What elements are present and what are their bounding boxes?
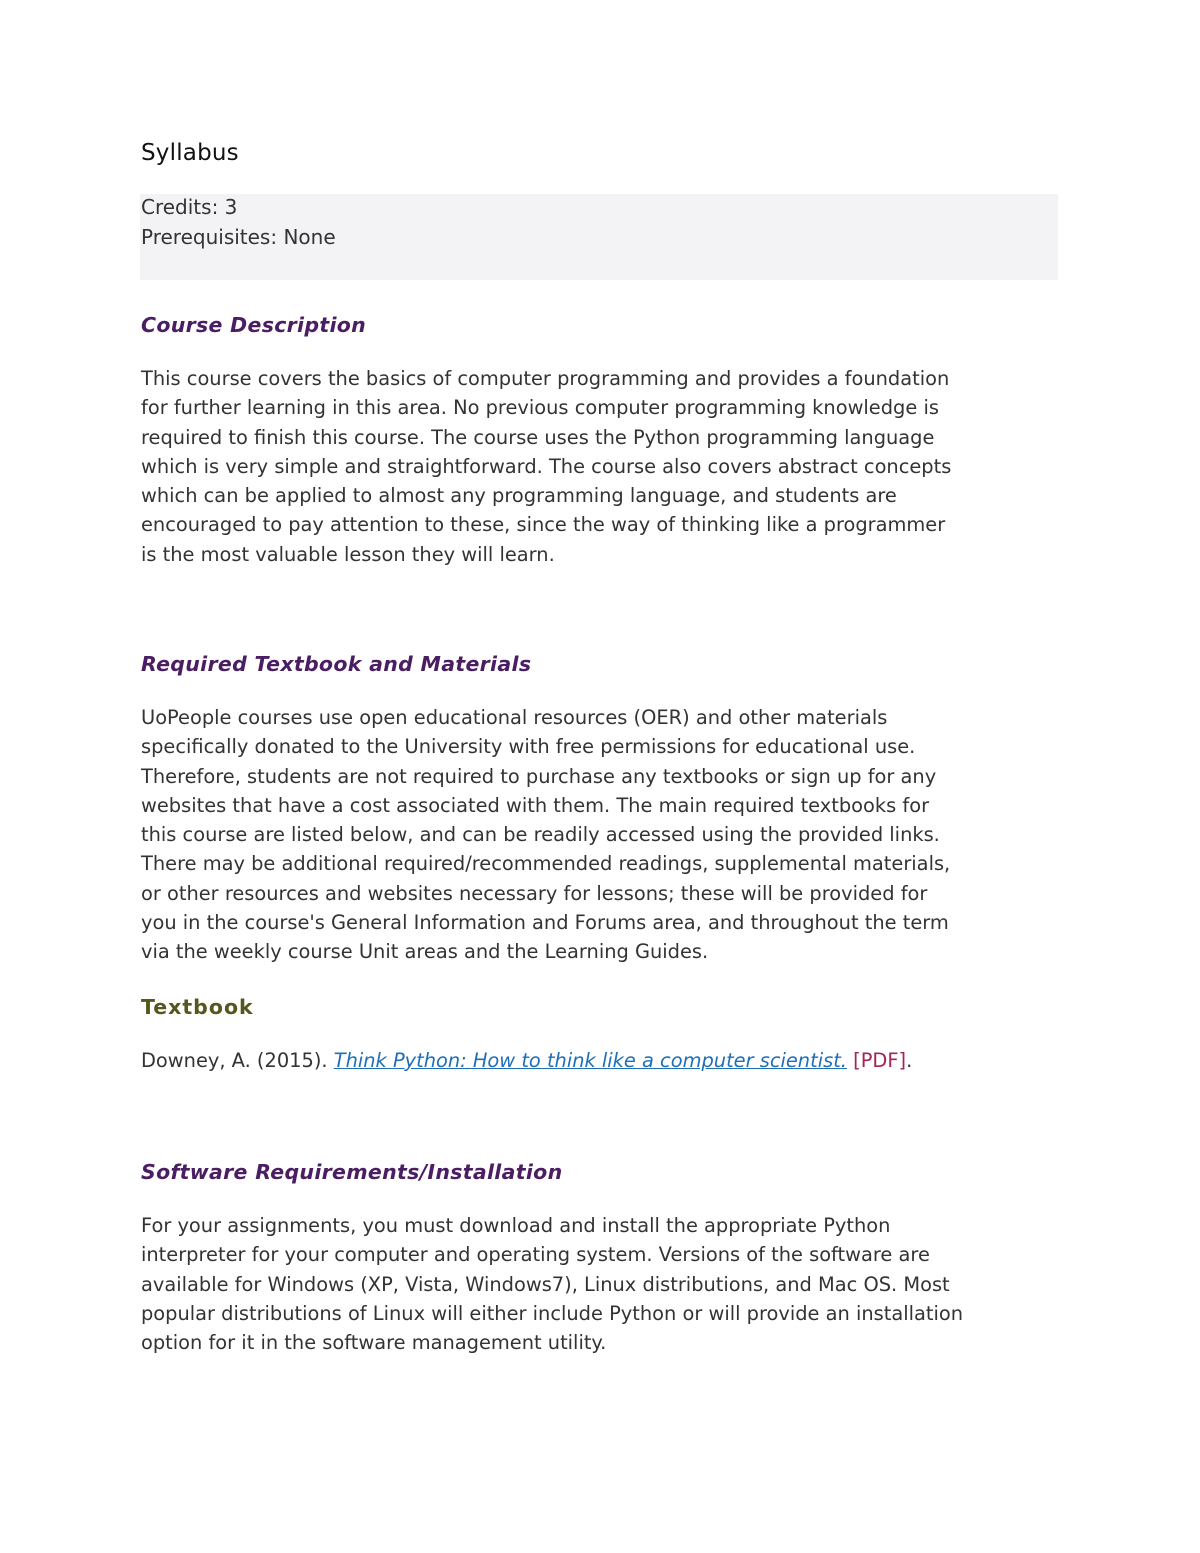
paragraph-line: available for Windows (XP, Vista, Windows7), Linux distributions, and Mac OS. Most <box>141 1272 950 1296</box>
reference-line <box>141 1046 1059 1075</box>
textbook-materials-paragraph <box>141 703 1059 967</box>
paragraph-line: specifically donated to the University with free permissions for educational use. <box>141 735 916 759</box>
credits-text: Credits: 3 <box>141 195 238 219</box>
textbook-heading: Textbook <box>141 995 254 1019</box>
textbook-reference <box>141 1046 1059 1075</box>
paragraph-line: for further learning in this area. No previous computer programming knowledge is <box>141 396 939 420</box>
paragraph-line: via the weekly course Unit areas and the Learning Guides. <box>141 940 709 964</box>
paragraph-line: is the most valuable lesson they will learn. <box>141 542 555 566</box>
paragraph-line: option for it in the software management utility. <box>141 1331 607 1355</box>
page-title: Syllabus <box>141 140 239 166</box>
textbook-materials-heading: Required Textbook and Materials <box>141 652 532 676</box>
paragraph-line: UoPeople courses use open educational resources (OER) and other materials <box>141 706 888 729</box>
paragraph-line: There may be additional required/recommended readings, supplemental materials, <box>141 852 951 876</box>
pdf-link[interactable]: [PDF] <box>853 1049 907 1072</box>
software-requirements-heading: Software Requirements/Installation <box>141 1160 563 1184</box>
prerequisites-text: Prerequisites: None <box>141 225 336 249</box>
paragraph-line: interpreter for your computer and operating system. Versions of the software are <box>141 1243 930 1267</box>
paragraph-line: which can be applied to almost any programming language, and students are <box>141 484 897 508</box>
paragraph-line: you in the course's General Information and Forums area, and throughout the term <box>141 911 949 935</box>
software-requirements-paragraph <box>141 1211 1059 1357</box>
paragraph-line: or other resources and websites necessary for lessons; these will be provided for <box>141 881 928 905</box>
paragraph-line: websites that have a cost associated with them. The main required textbooks for <box>141 793 930 817</box>
paragraph-line: this course are listed below, and can be readily accessed using the provided links. <box>141 823 940 847</box>
paragraph-line: which is very simple and straightforward. The course also covers abstract concepts <box>141 454 952 478</box>
paragraph-line: For your assignments, you must download and install the appropriate Python <box>141 1214 891 1237</box>
course-description-paragraph <box>141 364 1059 569</box>
paragraph-line: This course covers the basics of computer programming and provides a foundation <box>141 367 950 390</box>
course-description-heading: Course Description <box>141 313 367 337</box>
reference-end: . <box>906 1049 913 1072</box>
paragraph-line: popular distributions of Linux will either include Python or will provide an installation <box>141 1301 964 1325</box>
reference-author: Downey, A. (2015). <box>141 1049 334 1072</box>
course-meta-box <box>140 194 1058 280</box>
paragraph-line: required to finish this course. The course uses the Python programming language <box>141 425 935 449</box>
paragraph-line: encouraged to pay attention to these, since the way of thinking like a programmer <box>141 513 946 537</box>
think-python-link[interactable]: Think Python: How to think like a computer scientist. <box>333 1049 847 1072</box>
paragraph-line: Therefore, students are not required to purchase any textbooks or sign up for any <box>141 764 937 788</box>
